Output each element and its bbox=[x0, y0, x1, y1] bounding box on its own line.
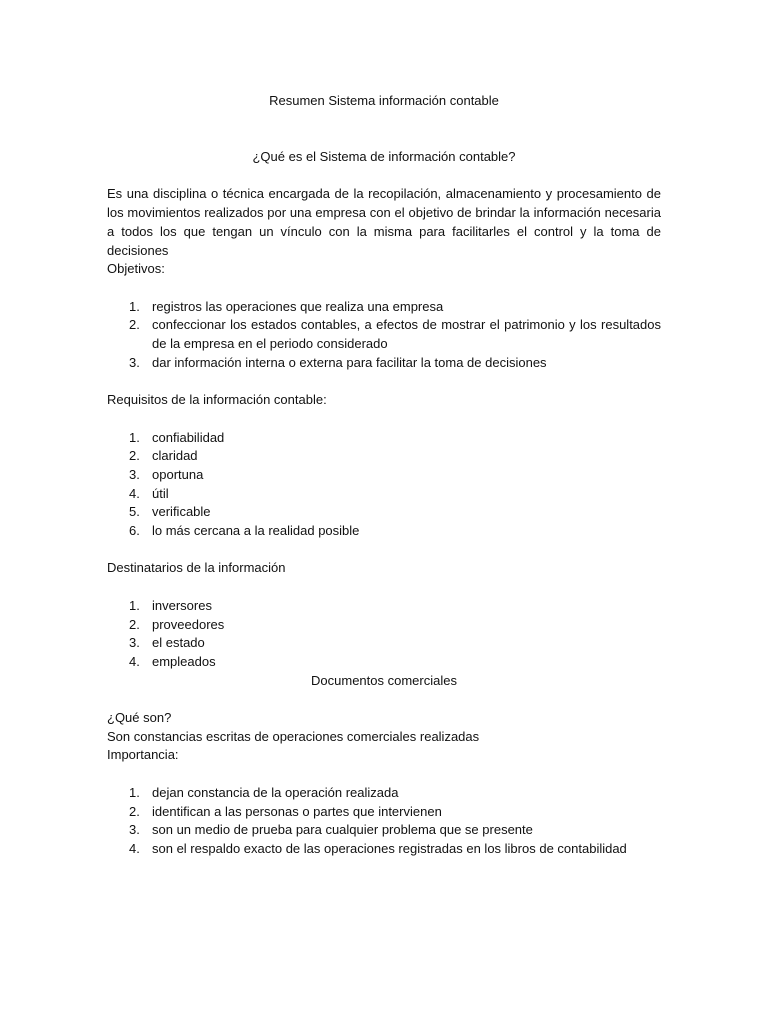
destinatarios-label: Destinatarios de la información bbox=[107, 560, 286, 576]
list-item: 2. claridad bbox=[129, 448, 198, 464]
document-title: Resumen Sistema información contable bbox=[269, 93, 499, 108]
importancia-list bbox=[107, 784, 661, 859]
objetivos-label: Objetivos: bbox=[107, 261, 165, 277]
list-item: 2. identifican a las personas o partes que intervienen bbox=[129, 803, 442, 819]
requisitos-list bbox=[107, 429, 661, 541]
list-item: 1. dejan constancia de la operación realizada bbox=[129, 784, 399, 800]
list-item: 4. son el respaldo exacto de las operaciones registradas en los libros de contabilidad bbox=[129, 840, 627, 856]
que-son-label: ¿Qué son? bbox=[107, 710, 172, 725]
destinatarios-list bbox=[107, 597, 661, 672]
list-item: 6. lo más cercana a la realidad posible bbox=[129, 523, 360, 539]
list-item: 1. inversores bbox=[129, 597, 212, 613]
list-item: 3. son un medio de prueba para cualquier problema que se presente bbox=[129, 822, 533, 838]
list-item: 1. confiabilidad bbox=[129, 429, 225, 445]
objetivos-list bbox=[107, 298, 661, 373]
list-item: 1. registros las operaciones que realiza una empresa bbox=[129, 298, 444, 314]
list-item: 3. el estado bbox=[129, 635, 205, 651]
section-question: ¿Qué es el Sistema de información contable? bbox=[252, 148, 516, 164]
list-item: 3. oportuna bbox=[129, 466, 204, 482]
list-item: 2. proveedores bbox=[129, 616, 225, 632]
requisitos-label: Requisitos de la información contable: bbox=[107, 392, 327, 408]
documentos-heading: Documentos comerciales bbox=[311, 672, 457, 688]
document-content bbox=[107, 92, 661, 859]
list-item: 4. útil bbox=[129, 485, 169, 501]
list-item: 4. empleados bbox=[129, 653, 216, 669]
list-item: 5. verificable bbox=[129, 504, 211, 520]
list-item: 3. dar información interna o externa para facilitar la toma de decisiones bbox=[129, 354, 547, 370]
list-item: 2. confeccionar los estados contables, a efectos de mostrar el patrimonio y los resultados de la empresa en el periodo considerado bbox=[129, 317, 661, 352]
que-son-text: Son constancias escritas de operaciones comerciales realizadas bbox=[107, 728, 480, 744]
definition-paragraph: Es una disciplina o técnica encargada de la recopilación, almacenamiento y procesamiento de los movimientos realizados por una empresa con el objetivo de brindar la información necesaria a todos los que tengan un vínculo con la misma para facilitarles el control y la toma de decisiones bbox=[107, 186, 661, 258]
importancia-label: Importancia: bbox=[107, 747, 179, 763]
